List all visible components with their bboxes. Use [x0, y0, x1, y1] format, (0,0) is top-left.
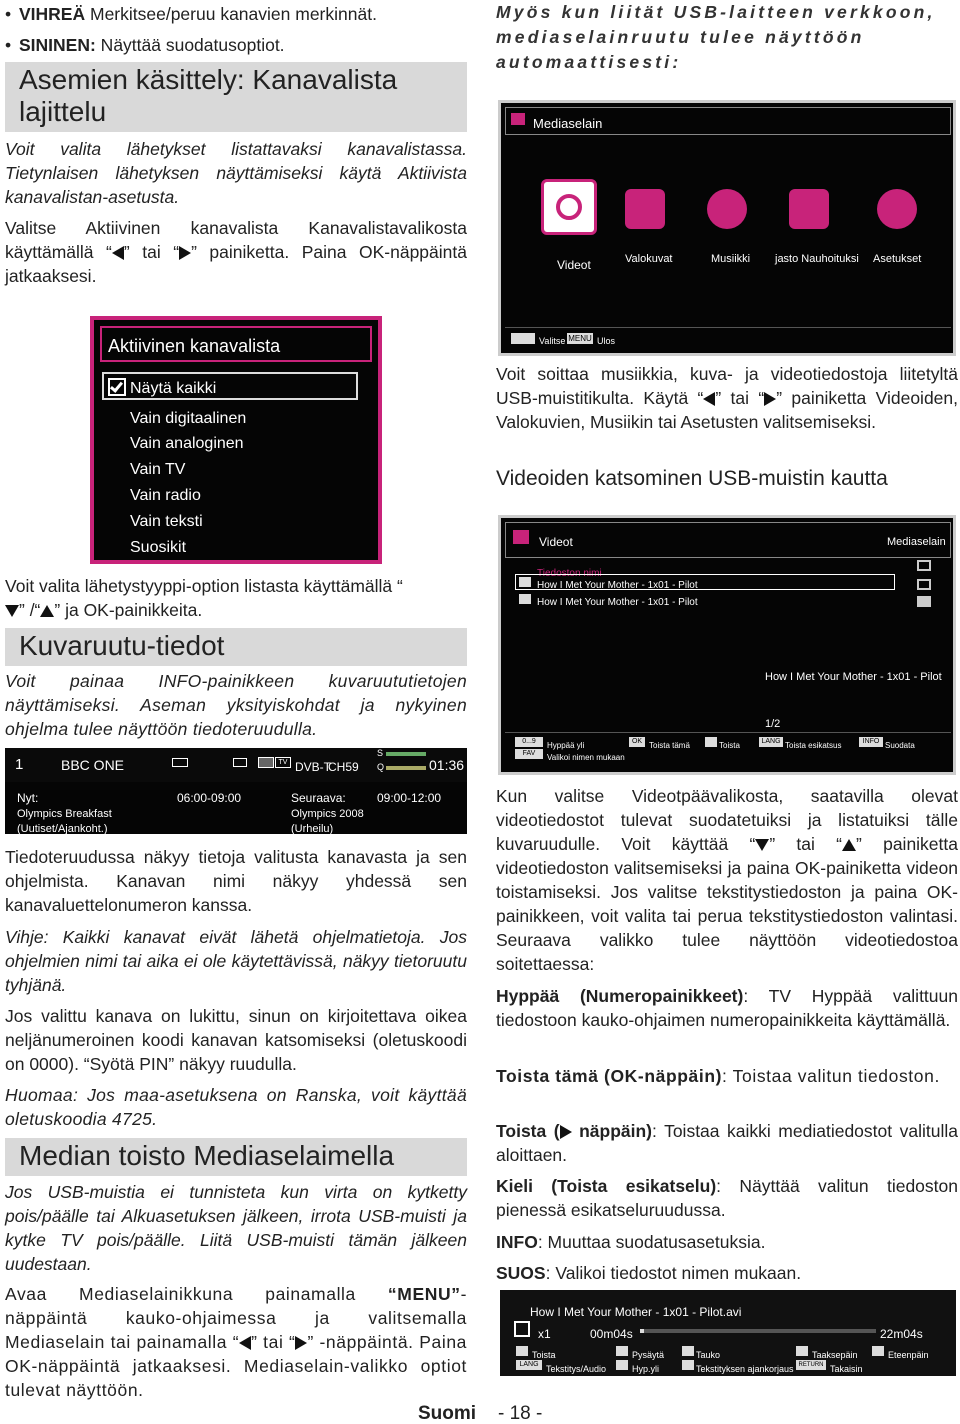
tv-icon: TV [275, 757, 291, 768]
up-arrow-icon [842, 839, 856, 851]
media-icon [511, 113, 525, 125]
stop-icon [917, 596, 931, 607]
para-play-media: Voit soittaa musiikkia, kuva- ja videotiedostoja liitetyltä USB-muistitikulta. Käytä “ ” tai “ ” painiketta Videoiden, Valokuvien, Musiikin tai Asetusten valitsemiseksi. [496, 364, 959, 432]
key-pause-label: Tauko [696, 1350, 721, 1360]
key-subtitle-sync-label: Tekstityksen ajankorjaus [696, 1364, 794, 1374]
video-browser-screen [498, 515, 956, 775]
progress-bar[interactable] [640, 1329, 876, 1333]
para-tip: Vihje: Kaikki kanavat eivät lähetä ohjelmatietoja. Jos ohjelmien nimi tai aika ei ole käytettävissä, näkyy tietoruutu tyhjänä. [5, 927, 467, 995]
key-play-label: Toista [719, 741, 740, 750]
desc-info: INFO: Muuttaa suodatusasetuksia. [496, 1232, 766, 1252]
preview-title: How I Met Your Mother - 1x01 - Pilot [765, 671, 942, 683]
heading-media: Median toisto Mediaselaimella [5, 1138, 467, 1176]
quality-label: Q [377, 762, 385, 772]
subtitle-sync-icon [682, 1360, 694, 1370]
media-item-settings[interactable]: Asetukset [873, 253, 922, 265]
repeat-icon [917, 579, 931, 590]
nav-arrows-icon [511, 333, 535, 344]
next-genre: (Urheilu) [291, 823, 334, 835]
play-icon [560, 1125, 572, 1139]
right-arrow-icon [764, 392, 776, 406]
key-lang-label: Tekstitys/Audio [546, 1364, 607, 1374]
pause-key-icon [682, 1346, 694, 1356]
media-item-music[interactable]: Musiikki [711, 253, 751, 265]
play-key-icon [705, 737, 717, 747]
media-browser-screen [498, 100, 956, 356]
settings-gear-icon[interactable] [877, 189, 917, 229]
checkbox-icon [108, 378, 126, 396]
para-usb: Jos USB-muistia ei tunnisteta kun virta on kytketty pois/päälle tai Alkuasetuksen jälkeen, irrota USB-muisti ja kytke TV pois/päälle. Liitä USB-muisti tämän jälkeen uudestaan. [5, 1182, 467, 1274]
footer-select: Valitse [539, 336, 566, 346]
para-channel-list: Voit valita lähetykset listattavaksi kanavalistassa. Tietynlaisen lähetyksen näyttämiseksi käytä Aktiivista kanavalistan-asetusta. [5, 139, 467, 207]
desc-fav: SUOS: Valikoi tiedostot nimen mukaan. [496, 1263, 802, 1283]
next-label: Seuraava: [291, 791, 346, 805]
skip-key-icon [616, 1360, 628, 1370]
player-speed: x1 [538, 1327, 551, 1341]
active-list-item[interactable]: Vain radio [130, 487, 201, 504]
key-skip-label: Hyp.yli [632, 1364, 660, 1374]
play-state-icon [514, 1321, 530, 1337]
para-open-media: Avaa Mediaselainikkuna painamalla “MENU”-näppäintä kauko-ohjaimessa ja valitsemalla Mediaselain tai painamalla “ ” tai “ ” -näppäintä. Paina OK-näppäintä jatkaaksesi. Mediaselain-valikko optiot tulevat näyttöön. [5, 1284, 467, 1400]
left-arrow-icon [112, 246, 124, 260]
signal-bar [386, 752, 426, 756]
key-lang: LANG [516, 1360, 542, 1370]
desc-language: Kieli (Toista esikatselu): Näyttää valitun tiedoston pienessä esikatseluruudussa. [496, 1176, 958, 1220]
lock-icon [258, 757, 274, 768]
quality-bar [386, 766, 426, 770]
active-channel-list-screen [90, 316, 382, 564]
heading-info: Kuvaruutu-tiedot [5, 628, 467, 666]
key-stop-label: Pysäytä [632, 1350, 665, 1360]
video-brand: Mediaselain [887, 536, 946, 548]
ch-label: CH59 [328, 760, 359, 774]
recordings-icon[interactable] [789, 189, 829, 229]
key-rewind-label: Taaksepäin [812, 1350, 858, 1360]
key-ok-label: Toista tämä [649, 741, 690, 750]
teletext-icon [233, 758, 247, 767]
right-arrow-icon [179, 246, 191, 260]
para-info-bar: Tiedoteruudussa näkyy tietoja valitusta kanavasta ja sen ohjelmista. Kanavan nimi näkyy yhdessä sen kanavaluettelonumeron kanssa. [5, 847, 467, 915]
stop-key-icon [616, 1346, 628, 1356]
player-screen [500, 1290, 956, 1376]
page-indicator: 1/2 [765, 718, 781, 730]
key-info-label: Suodata [885, 741, 915, 750]
play-key-icon [516, 1346, 528, 1356]
subtitle-icon [172, 758, 188, 767]
key-fav: FAV [515, 749, 543, 759]
key-lang: LANG [759, 737, 783, 747]
active-list-title: Aktiivinen kanavalista [108, 336, 281, 356]
footer-language: Suomi [418, 1403, 477, 1424]
para-video-select: Kun valitse Videotpäävalikosta, saatavilla olevat videotiedostot tulevat suodatetuiksi ja listatuiksi tälle kuvaruudulle. Voit käyttää “ ” tai “ ” painiketta videotiedoston valitsemiseksi ja paina OK-painiketta videon toistamiseksi. Jos valitse tekstitystiedoston ja paina OK-painikkeen, voit valita tai perua tekstitystiedoston valintasi. Seuraava valikko tulee näyttöön videotiedostoa soitettaessa: [496, 786, 959, 974]
rewind-key-icon [796, 1346, 808, 1356]
sub-icon [917, 560, 931, 571]
active-list-item[interactable]: Vain teksti [130, 513, 203, 530]
key-return-label: Takaisin [830, 1364, 863, 1374]
signal-label: S [377, 748, 384, 758]
key-info: INFO [859, 737, 883, 747]
now-label: Nyt: [17, 791, 39, 805]
now-time: 06:00-09:00 [177, 791, 242, 805]
player-title: How I Met Your Mother - 1x01 - Pilot.avi [530, 1305, 742, 1319]
key-digits-label: Hyppää yli [547, 741, 585, 750]
dvb-label: DVB-T [295, 760, 331, 774]
down-arrow-icon [5, 605, 19, 617]
file-row[interactable]: How I Met Your Mother - 1x01 - Pilot [537, 580, 698, 591]
now-genre: (Uutiset/Ajankoht.) [17, 823, 108, 835]
video-icon[interactable] [541, 179, 597, 235]
para-locked: Jos valittu kanava on lukittu, sinun on kirjoitettava oikea neljänumeroinen koodi kanavan katsomiseksi (oletuskoodi on 0000). “Syötä PIN” näkyy ruudulla. [5, 1006, 467, 1074]
music-icon[interactable] [707, 189, 747, 229]
active-list-item[interactable]: Suosikit [130, 539, 187, 556]
clock: 01:36 [429, 757, 465, 773]
key-play-label: Toista [532, 1350, 556, 1360]
bullet-blue: • SININEN: Näyttää suodatusoptiot. [5, 35, 285, 55]
para-select-type: Voit valita lähetystyyppi-option listasta käyttämällä “ ” /“ ” ja OK-painikkeita. [5, 576, 403, 620]
player-position: 00m04s [590, 1327, 633, 1341]
player-total: 22m04s [880, 1327, 923, 1341]
left-arrow-icon [703, 392, 715, 406]
desc-play: Toista ( näppäin): Toistaa kaikki mediatiedostot valitulla aloittaen. [496, 1121, 958, 1165]
para-select-active: Valitse Aktiivinen kanavalista Kanavalistavalikosta käyttämällä “ ” tai “ ” painiketta. Paina OK-näppäintä jatkaaksesi. [5, 218, 467, 286]
key-forward-label: Eteenpäin [888, 1350, 929, 1360]
channel-number: 1 [15, 756, 24, 773]
file-icon [519, 594, 531, 604]
media-item-photos[interactable]: Valokuvat [625, 253, 673, 265]
key-ok: OK [629, 737, 645, 747]
bullet-green: • VIHREÄ Merkitsee/peruu kanavien merkinnät. [5, 4, 377, 24]
file-row[interactable]: How I Met Your Mother - 1x01 - Pilot [537, 597, 698, 608]
active-list-item[interactable]: Näytä kaikki [130, 380, 217, 397]
key-fav-label: Valikoi nimen mukaan [547, 753, 625, 762]
key-lang-label: Toista esikatsus [785, 741, 842, 750]
media-title: Mediaselain [533, 116, 603, 131]
key-return: RETURN [796, 1360, 826, 1370]
forward-key-icon [872, 1346, 884, 1356]
para-info: Voit painaa INFO-painikkeen kuvaruututietojen näyttämiseksi. Aseman yksityiskohdat ja nykyinen ohjelma tulee näyttöön tiedoteruudulla. [5, 671, 467, 739]
active-list-item[interactable]: Vain digitaalinen [130, 410, 247, 427]
now-title: Olympics Breakfast [17, 808, 112, 820]
desc-play-this: Toista tämä (OK-näppäin): Toistaa valitun tiedoston. [496, 1066, 940, 1086]
key-digits: 0...9 [515, 737, 543, 747]
info-bar-screen [5, 748, 467, 834]
para-note-france: Huomaa: Jos maa-asetuksena on Ranska, voit käyttää oletuskoodia 4725. [5, 1085, 467, 1129]
right-arrow-icon [295, 1336, 307, 1350]
next-title: Olympics 2008 [291, 808, 364, 820]
para-usb-auto: Myös kun liität USB-laitteen verkkoon, mediaselainruutu tulee näyttöön automaattisesti: [496, 2, 936, 72]
footer-page-number: - 18 - [498, 1403, 543, 1424]
media-item-recordings[interactable]: jasto Nauhoituksi [775, 253, 859, 265]
footer-exit: Ulos [597, 336, 616, 346]
photo-icon[interactable] [625, 189, 665, 229]
desc-skip: Hyppää (Numeropainikkeet): TV Hyppää valittuun tiedostoon kauko-ohjaimen numeropainikkeita käyttämällä. [496, 986, 958, 1030]
video-title: Videot [539, 535, 573, 549]
file-list-header: Tiedoston nimi [537, 568, 602, 579]
up-arrow-icon [40, 605, 54, 617]
heading-channel-list: Asemien käsittely: Kanavalista lajittelu [5, 62, 467, 132]
menu-key: MENU [568, 334, 592, 343]
video-icon [513, 530, 529, 544]
down-arrow-icon [755, 839, 769, 851]
active-list-item[interactable]: Vain analoginen [130, 435, 244, 452]
channel-name: BBC ONE [61, 757, 125, 773]
file-icon [519, 577, 531, 587]
heading-video-usb: Videoiden katsominen USB-muistin kautta [496, 467, 888, 490]
next-time: 09:00-12:00 [377, 791, 442, 805]
active-list-item[interactable]: Vain TV [130, 461, 186, 478]
media-item-videos[interactable]: Videot [557, 258, 591, 272]
left-arrow-icon [239, 1336, 251, 1350]
